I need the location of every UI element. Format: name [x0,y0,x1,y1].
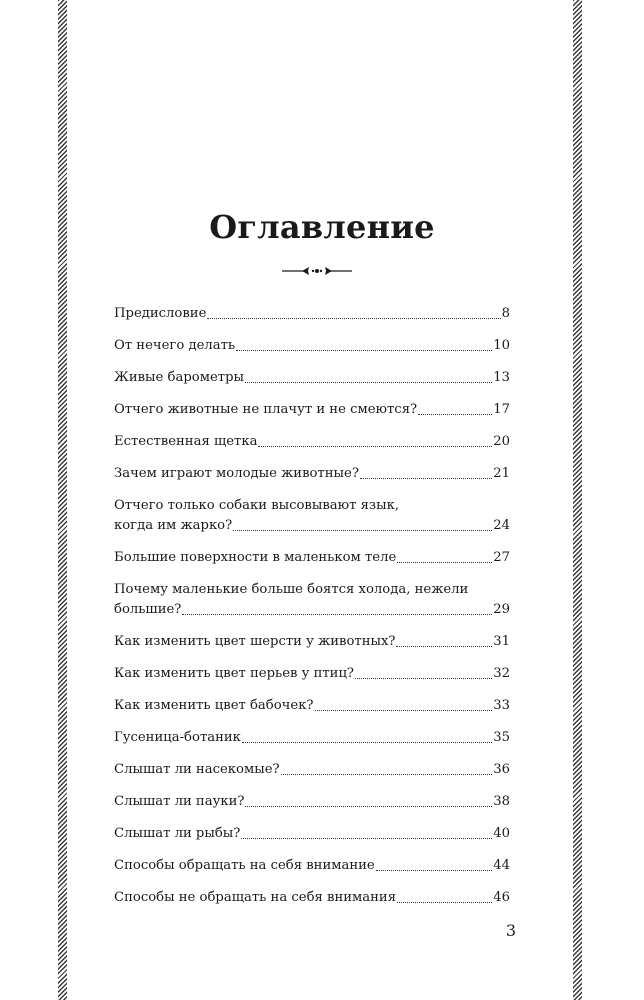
toc-entry-page: 8 [501,306,510,321]
toc-entry-page: 13 [493,370,510,385]
toc-entry-label: Почему маленькие больше боятся холода, нежели [114,582,469,597]
toc-entry[interactable] [114,760,510,780]
dot-leader [207,318,500,319]
toc-entry-page: 44 [493,858,510,873]
toc-entry-label: Слышат ли насекомые? [114,762,280,777]
toc-entry[interactable] [114,304,510,324]
toc-entry-label: Как изменить цвет шерсти у животных? [114,634,396,649]
dot-leader [281,774,493,775]
toc-entry[interactable] [114,856,510,876]
toc-entry[interactable] [114,632,510,652]
toc-entry-page: 24 [493,518,510,533]
toc-entry-page: 31 [493,634,510,649]
toc-entry-label-continuation: когда им жарко? [114,518,233,533]
toc-entry-page: 27 [493,550,510,565]
toc-entry-page: 33 [493,698,510,713]
toc-entry-label: Предисловие [114,306,207,321]
toc-entry[interactable] [114,368,510,388]
toc-entry-label: Слышат ли пауки? [114,794,245,809]
toc-entry-label: Отчего животные не плачут и не смеются? [114,402,418,417]
dot-leader [397,902,492,903]
toc-entry-label: Большие поверхности в маленьком теле [114,550,397,565]
dot-leader [241,838,492,839]
toc-entry-page: 21 [493,466,510,481]
dot-leader [396,646,492,647]
toc-entry-page: 36 [493,762,510,777]
toc-entry-label: Способы не обращать на себя внимания [114,890,397,905]
dot-leader [233,530,492,531]
dot-leader [245,806,492,807]
toc-entry[interactable] [114,696,510,716]
toc-entry-page: 46 [493,890,510,905]
toc-entry[interactable] [114,664,510,684]
toc-entry[interactable] [114,580,510,620]
dot-leader [418,414,492,415]
decorative-border-left [58,0,67,1000]
dot-leader [376,870,492,871]
toc-entry-page: 35 [493,730,510,745]
toc-entry[interactable] [114,496,510,536]
toc-entry-page: 20 [493,434,510,449]
toc-entry-page: 17 [493,402,510,417]
page-number: 3 [505,921,516,940]
toc-entry-label: Зачем играют молодые животные? [114,466,359,481]
dot-leader [245,382,492,383]
toc-entry[interactable] [114,728,510,748]
toc-entry-label: Гусеница-ботаник [114,730,241,745]
dot-leader [242,742,492,743]
toc-entry[interactable] [114,824,510,844]
decorative-divider-icon [282,264,352,278]
dot-leader [360,478,492,479]
dot-leader [182,614,492,615]
toc-entry-page: 10 [493,338,510,353]
dot-leader [236,350,492,351]
toc-entry-label: От нечего делать [114,338,236,353]
toc-entry-label: Отчего только собаки высовывают язык, [114,498,400,513]
dot-leader [315,710,493,711]
dot-leader [355,678,492,679]
page-title: Оглавление [209,208,435,246]
dot-leader [258,446,492,447]
toc-entry[interactable] [114,336,510,356]
table-of-contents [114,304,510,920]
toc-entry-label: Как изменить цвет перьев у птиц? [114,666,355,681]
toc-entry-label: Как изменить цвет бабочек? [114,698,314,713]
toc-entry[interactable] [114,400,510,420]
toc-entry-label: Естественная щетка [114,434,258,449]
toc-entry[interactable] [114,888,510,908]
toc-entry[interactable] [114,792,510,812]
toc-entry[interactable] [114,548,510,568]
dot-leader [397,562,492,563]
toc-entry[interactable] [114,464,510,484]
toc-entry-page: 38 [493,794,510,809]
toc-entry-label: Способы обращать на себя внимание [114,858,375,873]
toc-entry-label: Слышат ли рыбы? [114,826,241,841]
toc-entry[interactable] [114,432,510,452]
decorative-border-right [573,0,582,1000]
toc-entry-page: 32 [493,666,510,681]
toc-entry-label-continuation: большие? [114,602,182,617]
toc-entry-label: Живые барометры [114,370,245,385]
toc-entry-page: 40 [493,826,510,841]
toc-entry-page: 29 [493,602,510,617]
